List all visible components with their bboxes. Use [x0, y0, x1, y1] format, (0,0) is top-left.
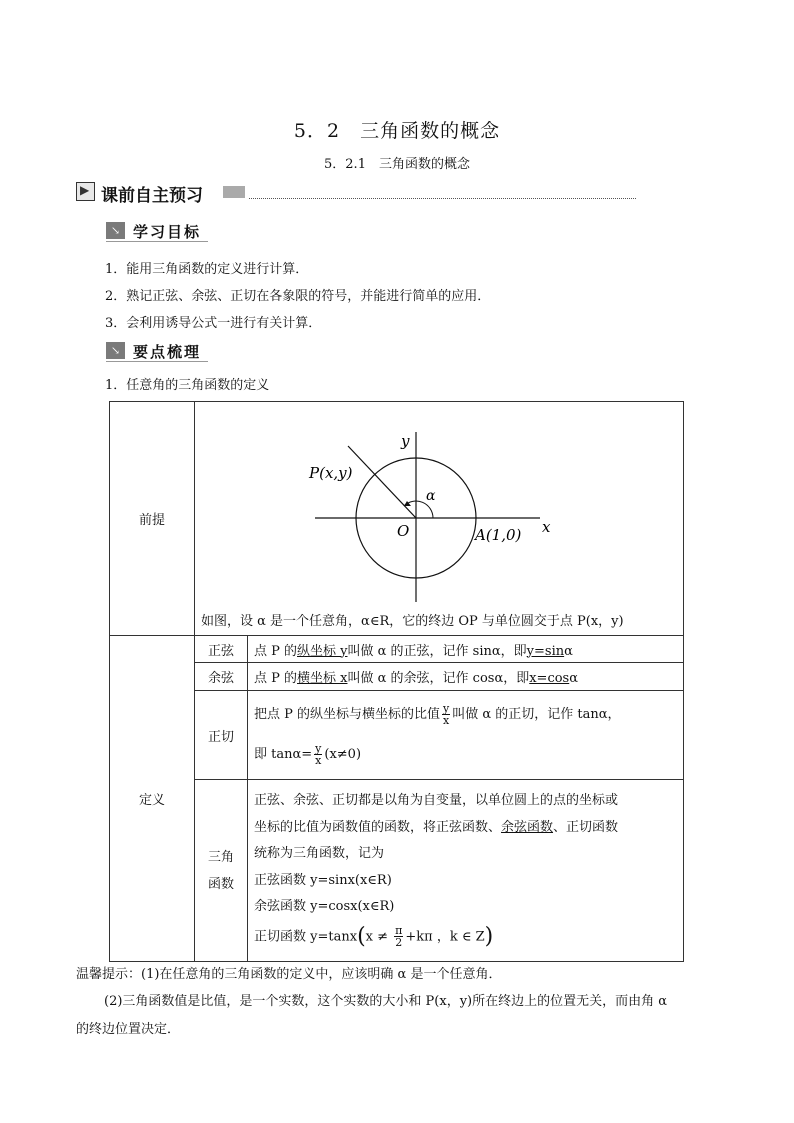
- sine-function: 正弦函数 y=sinx(x∈R): [254, 872, 392, 888]
- tangent-line-2: [254, 735, 677, 775]
- note-line: 的终边位置决定．: [76, 1022, 181, 1037]
- fraction: [394, 925, 403, 948]
- terminal-side: [348, 446, 416, 518]
- goal-item: 3．会利用诱导公式一进行有关计算．: [105, 316, 322, 331]
- point-heading: 1．任意角的三角函数的定义: [105, 378, 270, 393]
- sine-definition: [248, 636, 684, 663]
- fraction-numerator: y: [315, 742, 322, 755]
- fraction-numerator: π: [395, 924, 403, 937]
- text-span: α: [564, 643, 573, 659]
- fraction-denominator: x: [443, 714, 450, 727]
- cosine-formula: x=cos: [529, 671, 570, 686]
- fraction-denominator: x: [315, 754, 322, 767]
- play-icon: [76, 182, 95, 201]
- trig-text-line: 正弦、余弦、正切都是以角为自变量，以单位圆上的点的坐标或: [254, 793, 619, 808]
- trig-label-line: 函数: [207, 876, 234, 892]
- angle-label: α: [426, 488, 436, 504]
- text-span: 、正切函数: [553, 819, 619, 835]
- text-span: 叫做 α 的正弦，记作 sinα，即: [347, 643, 527, 659]
- trig-text-line: 统称为三角函数，记为: [254, 846, 385, 861]
- trig-label: [195, 780, 248, 962]
- premise-label: 前提: [110, 402, 195, 636]
- unit-circle-figure: [195, 402, 683, 607]
- text-span: 坐标的比值为函数值的函数，将正弦函数、: [254, 819, 502, 835]
- banner-divider: [249, 198, 636, 199]
- goal-item: 1．能用三角函数的定义进行计算．: [105, 262, 309, 277]
- tangent-label: 正切: [195, 691, 248, 780]
- note-line: (2)三角函数值是比值，是一个实数，这个实数的大小和 P(x，y)所在终边上的位置无关，而由角 α: [104, 994, 668, 1009]
- section-header-points: [106, 340, 208, 362]
- section-label: 要点梳理: [133, 343, 202, 361]
- tangent-line-1: [254, 695, 677, 735]
- x-axis-label: x: [542, 518, 551, 536]
- text-span: 叫做 α 的余弦，记作 cosα，即: [347, 671, 530, 686]
- arrow-icon: ↘: [106, 342, 125, 359]
- trig-text-line: [254, 815, 677, 842]
- table-row: [110, 402, 684, 636]
- sine-label: 正弦: [195, 636, 248, 663]
- cosine-definition: [248, 663, 684, 691]
- premise-text: 如图，设 α 是一个任意角，α∈R，它的终边 OP 与单位圆交于点 P(x，y): [201, 614, 624, 629]
- banner-label: 课前自主预习: [101, 186, 203, 206]
- premise-cell: [195, 402, 684, 636]
- page-subtitle: 5．2.1 三角函数的概念: [324, 157, 470, 172]
- text-span: 点 P 的: [254, 643, 298, 659]
- table-row: [110, 691, 684, 780]
- trig-definition: [248, 780, 684, 962]
- section-underline: [106, 241, 208, 242]
- section-header-goals: [106, 220, 208, 242]
- text-span: +kπ ，k ∈ Z: [405, 929, 485, 944]
- sine-key-term: 纵坐标 y: [297, 643, 348, 659]
- fraction-numerator: y: [443, 702, 450, 715]
- arrow-icon: ↘: [106, 222, 125, 239]
- text-span: 点 P 的: [254, 671, 298, 686]
- text-span: 把点 P 的纵坐标与横坐标的比值: [254, 707, 441, 722]
- definition-label: 定义: [110, 636, 195, 962]
- text-span: x ≠: [365, 929, 389, 944]
- text-span: 即 tanα=: [254, 747, 313, 762]
- fraction-denominator: 2: [395, 936, 403, 949]
- page-title: 5．2 三角函数的概念: [293, 120, 501, 142]
- table-row: [110, 636, 684, 663]
- cosine-label: 余弦: [195, 663, 248, 691]
- point-a-label: A(1,0): [475, 526, 522, 544]
- right-paren: ): [484, 923, 494, 949]
- text-span: 叫做 α 的正切，记作 tanα，: [452, 707, 621, 722]
- tangent-function: [254, 921, 677, 954]
- left-paren: (: [357, 923, 366, 949]
- note-line: 温馨提示：(1)在任意角的三角函数的定义中，应该明确 α 是一个任意角．: [76, 967, 502, 982]
- banner-decoration: [223, 186, 245, 198]
- goal-item: 2．熟记正弦、余弦、正切在各象限的符号，并能进行简单的应用．: [105, 289, 491, 304]
- fraction: [314, 743, 322, 766]
- cosine-function: 余弦函数 y=cosx(x∈R): [254, 899, 395, 914]
- section-underline: [106, 361, 208, 362]
- y-axis-label: y: [401, 432, 410, 450]
- cosine-key-term: 横坐标 x: [297, 671, 348, 686]
- text-span: 正切函数 y=tanx: [254, 929, 358, 944]
- sine-formula: y=sin: [526, 643, 565, 659]
- trig-label-line: 三角: [207, 849, 234, 865]
- table-row: [110, 663, 684, 691]
- table-row: [110, 780, 684, 962]
- cosine-function-term: 余弦函数: [501, 819, 554, 835]
- text-span: (x≠0): [324, 747, 362, 762]
- definition-table: [109, 401, 684, 962]
- section-label: 学习目标: [133, 223, 202, 241]
- tangent-definition: [248, 691, 684, 780]
- fraction: [442, 703, 450, 726]
- text-span: α: [569, 671, 579, 686]
- origin-label: O: [397, 522, 410, 540]
- section-banner: [76, 180, 636, 204]
- point-p-label: P(x,y): [309, 464, 353, 482]
